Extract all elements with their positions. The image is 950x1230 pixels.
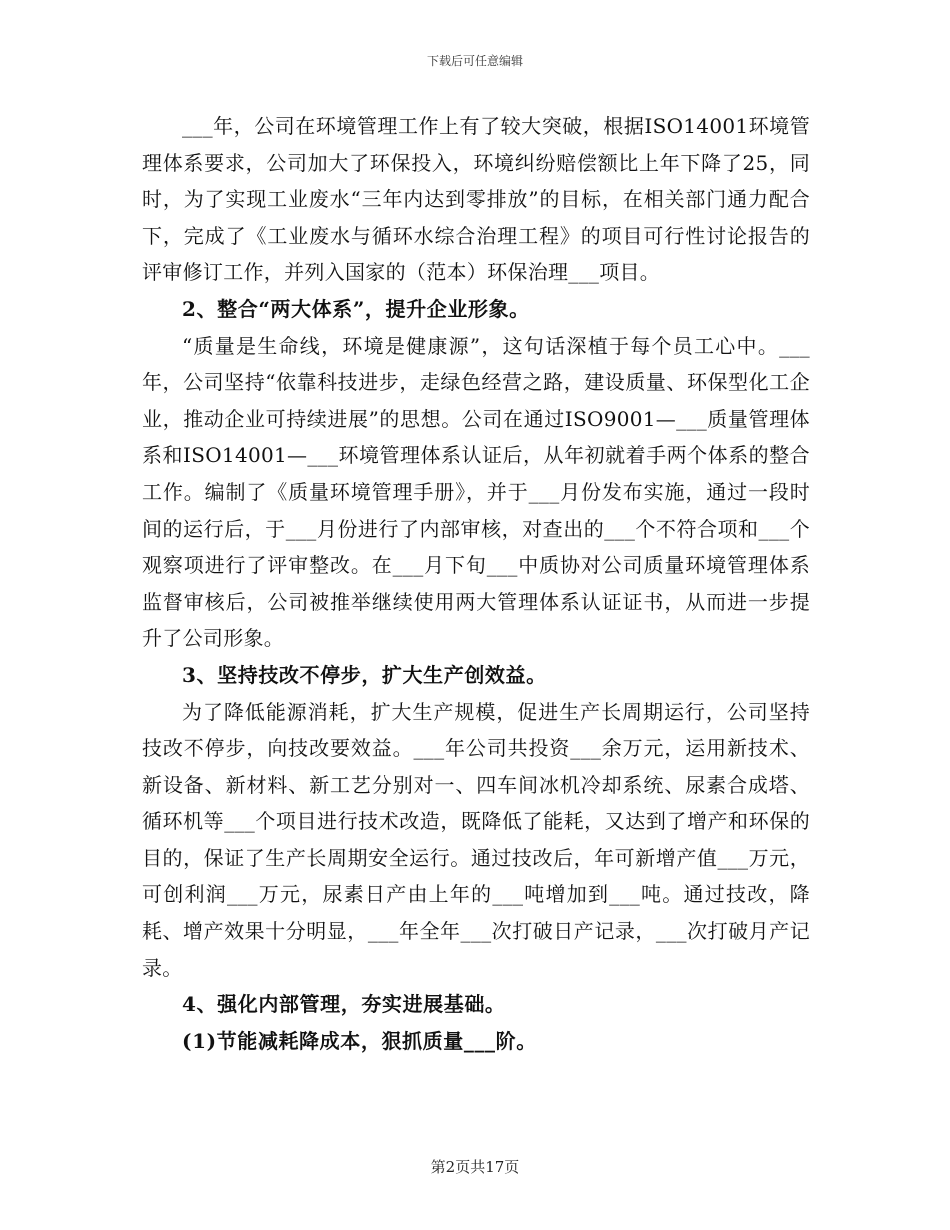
page-number-footer: 第2页共17页 — [430, 1158, 520, 1176]
paragraph-two-systems: “质量是生命线，环境是健康源”，这句话深植于每个员工心中。___年，公司坚持“依靠科技进步，走绿色经营之路，建设质量、环保型化工企业，推动企业可持续进展”的思想。公司在通过ISO9001—___质量管理体系和ISO14001—___环境管理体系认证后，从年初就着手两个体系的整合工作。编制了《质量环境管理手册》，并于___月份发布实施，通过一段时间的运行后，于___月份进行了内部审核，对查出的___个不符合项和___个观察项进行了评审整改。在___月下旬___中质协对公司质量环境管理体系监督审核后，公司被推举继续使用两大管理体系认证证书，从而进一步提升了公司形象。 — [142, 333, 810, 651]
paragraph-tech-upgrade: 为了降低能源消耗，扩大生产规模，促进生产长周期运行，公司坚持技改不停步，向技改要效益。___年公司共投资___余万元，运用新技术、新设备、新材料、新工艺分别对一、四车间冰机冷却系统、尿素合成塔、循环机等___个项目进行技术改造，既降低了能耗，又达到了增产和环保的目的，保证了生产长周期安全运行。通过技改后，年可新增产值___万元，可创利润___万元，尿素日产由上年的___吨增加到___吨。通过技改，降耗、增产效果十分明显，___年全年___次打破日产记录，___次打破月产记录。 — [142, 699, 810, 980]
subsection-heading-1: (1)节能减耗降成本，狠抓质量___阶。 — [182, 1028, 537, 1053]
section-heading-2: 2、整合“两大体系”，提升企业形象。 — [182, 296, 530, 321]
page-header-note: 下载后可任意编辑 — [426, 54, 523, 68]
section-heading-4: 4、强化内部管理，夯实进展基础。 — [182, 992, 506, 1017]
paragraph-env-management: ___年，公司在环境管理工作上有了较大突破，根据ISO14001环境管理体系要求，公司加大了环保投入，环境纠纷赔偿额比上年下降了25，同时，为了实现工业废水“三年内达到零排放”的目标，在相关部门通力配合下，完成了《工业废水与循环水综合治理工程》的项目可行性讨论报告的评审修订工作，并列入国家的（范本）环保治理___项目。 — [142, 114, 810, 285]
section-heading-3: 3、坚持技改不停步，扩大生产创效益。 — [182, 662, 547, 687]
document-body — [142, 108, 810, 1059]
